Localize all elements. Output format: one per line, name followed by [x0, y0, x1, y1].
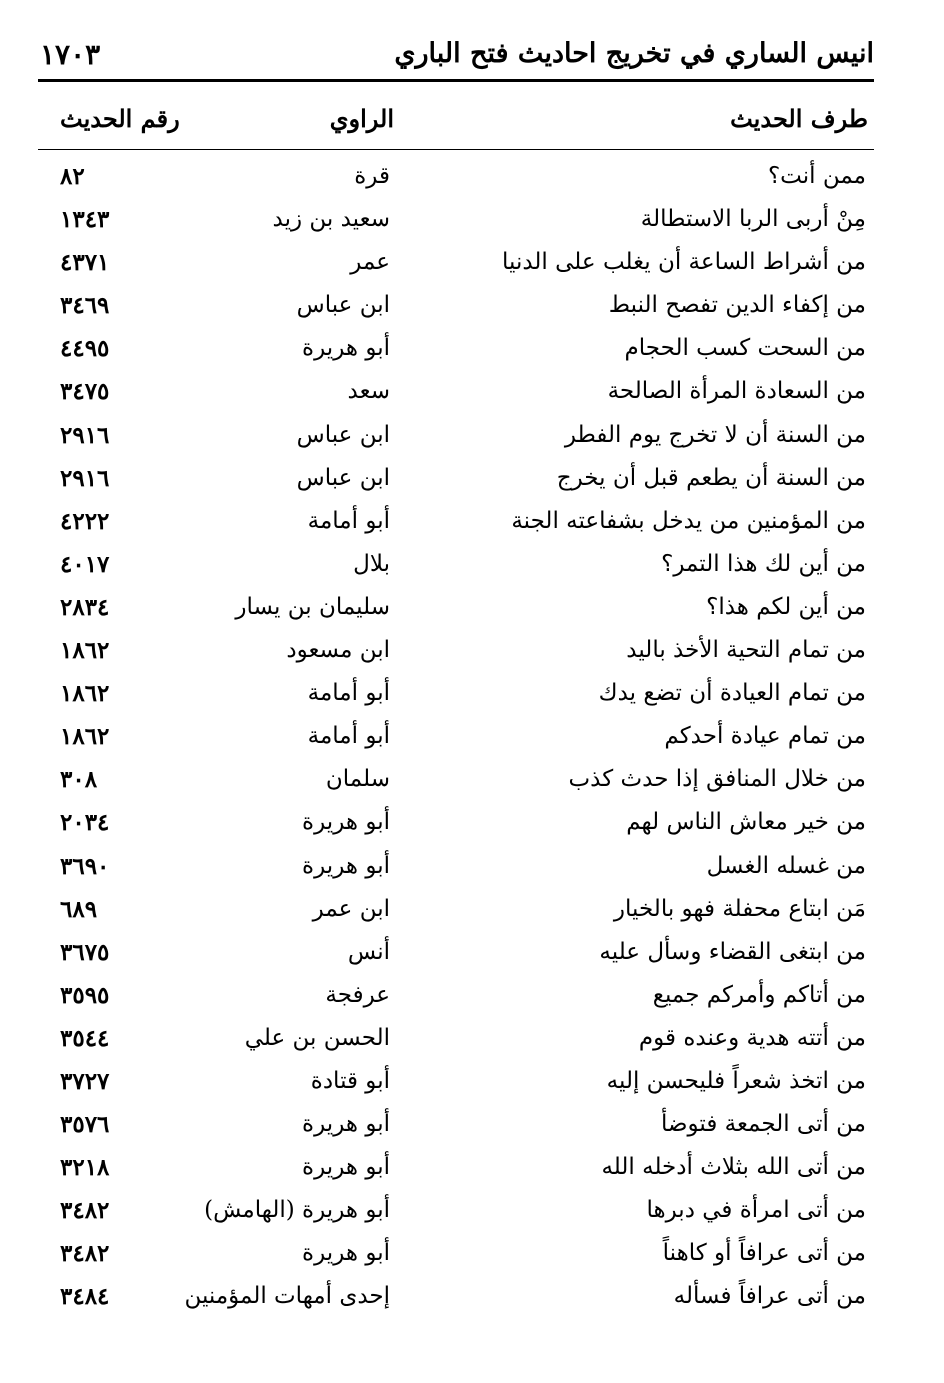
table-row: [0, 1192, 944, 1235]
table-row: [0, 891, 944, 934]
hadith-incipit: من اتخذ شعراً فليحسن إليه: [606, 1067, 866, 1094]
hadith-incipit: من أتاكم وأمركم جميع: [652, 981, 866, 1008]
hadith-incipit: من أتى عرافاً أو كاهناً: [662, 1240, 866, 1267]
hadith-number: ٣٥٩٥: [60, 981, 110, 1009]
hadith-incipit: من أتى عرافاً فسأله: [673, 1283, 866, 1310]
narrator: أبو هريرة (الهامش): [204, 1197, 390, 1224]
table-row: [0, 675, 944, 718]
narrator: أبو هريرة: [302, 1240, 390, 1267]
narrator: الحسن بن علي: [244, 1024, 390, 1051]
hadith-number: ٢٩١٦: [60, 464, 110, 492]
narrator: ابن مسعود: [286, 637, 390, 664]
hadith-number: ٣٤٨٤: [60, 1283, 110, 1311]
header-rule: [38, 79, 874, 82]
hadith-incipit: من السنة أن لا تخرج يوم الفطر: [564, 421, 866, 448]
hadith-number: ٢٩١٦: [60, 421, 110, 449]
table-row: [0, 1106, 944, 1149]
narrator: سعد: [347, 378, 390, 405]
table-row: [0, 373, 944, 416]
narrator: أبو هريرة: [302, 809, 390, 836]
column-header-rule: [38, 149, 874, 150]
hadith-number: ٨٢: [60, 163, 85, 190]
hadith-incipit: مِنْ أربى الربا الاستطالة: [640, 206, 866, 233]
narrator: أبو هريرة: [302, 1111, 390, 1138]
table-row: [0, 761, 944, 804]
table-row: [0, 848, 944, 891]
hadith-incipit: مَن ابتاع محفلة فهو بالخيار: [613, 895, 866, 922]
column-header-rawi: الراوي: [329, 104, 394, 133]
hadith-incipit: من ابتغى القضاء وسأل عليه: [599, 938, 866, 965]
narrator: ابن عباس: [296, 464, 390, 491]
hadith-index-table: [0, 158, 944, 1322]
hadith-number: ١٨٦٢: [60, 680, 110, 708]
narrator: ابن عمر: [312, 895, 390, 922]
narrator: سليمان بن يسار: [235, 593, 390, 620]
hadith-incipit: من أتى امرأة في دبرها: [646, 1197, 866, 1224]
narrator: أبو أمامة: [307, 723, 390, 750]
hadith-incipit: من غسله الغسل: [706, 852, 866, 879]
narrator: أبو هريرة: [302, 1154, 390, 1181]
hadith-number: ٣٤٨٢: [60, 1197, 110, 1225]
table-row: [0, 804, 944, 847]
hadith-incipit: من السعادة المرأة الصالحة: [607, 378, 866, 405]
hadith-number: ٦٨٩: [60, 895, 98, 923]
hadith-number: ٣٤٦٩: [60, 292, 110, 320]
narrator: أنس: [347, 938, 390, 965]
table-row: [0, 1063, 944, 1106]
narrator: ابن عباس: [296, 421, 390, 448]
hadith-number: ١٨٦٢: [60, 637, 110, 665]
hadith-number: ٣٦٩٠: [60, 852, 110, 880]
hadith-incipit: من أتى الجمعة فتوضأ: [660, 1111, 866, 1138]
hadith-number: ٤٢٢٢: [60, 507, 110, 535]
hadith-incipit: من أشراط الساعة أن يغلب على الدنيا: [502, 249, 866, 276]
hadith-number: ٢٨٣٤: [60, 593, 110, 621]
hadith-number: ٤٤٩٥: [60, 335, 110, 363]
hadith-incipit: من المؤمنين من يدخل بشفاعته الجنة: [511, 507, 866, 534]
hadith-number: ٣٤٧٥: [60, 378, 110, 406]
table-row: [0, 201, 944, 244]
narrator: أبو هريرة: [302, 335, 390, 362]
table-row: [0, 1235, 944, 1278]
hadith-incipit: من خلال المنافق إذا حدث كذب: [568, 766, 866, 793]
hadith-incipit: من أين لكم هذا؟: [706, 593, 866, 620]
hadith-incipit: من السنة أن يطعم قبل أن يخرج: [556, 464, 866, 491]
hadith-incipit: من أتى الله بثلاث أدخله الله: [601, 1154, 866, 1181]
hadith-incipit: من السحت كسب الحجام: [624, 335, 866, 362]
narrator: أبو أمامة: [307, 680, 390, 707]
table-row: [0, 503, 944, 546]
narrator: عمر: [350, 249, 390, 276]
hadith-number: ٣٠٨: [60, 766, 98, 794]
hadith-incipit: من تمام العيادة أن تضع يدك: [598, 680, 866, 707]
book-title: انيس الساري في تخريج احاديث فتح الباري: [394, 38, 874, 69]
hadith-number: ٢٠٣٤: [60, 809, 110, 837]
table-row: [0, 632, 944, 675]
hadith-incipit: من أين لك هذا التمر؟: [661, 550, 866, 577]
narrator: أبو أمامة: [307, 507, 390, 534]
column-header-tarf: طرف الحديث: [730, 104, 868, 133]
running-header: [30, 38, 874, 78]
narrator: عرفجة: [325, 981, 390, 1008]
narrator: إحدى أمهات المؤمنين: [184, 1283, 390, 1310]
table-row: [0, 589, 944, 632]
hadith-number: ٣٦٧٥: [60, 938, 110, 966]
table-row: [0, 934, 944, 977]
hadith-number: ٤٣٧١: [60, 249, 110, 277]
column-headers: [30, 104, 874, 142]
narrator: بلال: [353, 550, 390, 577]
hadith-number: ٣٢١٨: [60, 1154, 110, 1182]
hadith-incipit: من تمام عيادة أحدكم: [664, 723, 866, 750]
hadith-incipit: من خير معاش الناس لهم: [626, 809, 866, 836]
hadith-incipit: ممن أنت؟: [767, 163, 866, 189]
table-row: [0, 1020, 944, 1063]
hadith-number: ١٣٤٣: [60, 206, 110, 234]
hadith-number: ٣٥٧٦: [60, 1111, 110, 1139]
hadith-number: ٣٧٢٧: [60, 1067, 110, 1095]
table-row: [0, 1278, 944, 1321]
table-row: [0, 718, 944, 761]
table-row: [0, 546, 944, 589]
narrator: قرة: [354, 163, 390, 189]
hadith-incipit: من إكفاء الدين تفصح النبط: [608, 292, 866, 319]
narrator: ابن عباس: [296, 292, 390, 319]
page-number: ١٧٠٣: [40, 38, 101, 71]
hadith-number: ١٨٦٢: [60, 723, 110, 751]
hadith-incipit: من أتته هدية وعنده قوم: [638, 1024, 866, 1051]
table-row: [0, 977, 944, 1020]
narrator: سلمان: [325, 766, 390, 793]
table-row: [0, 244, 944, 287]
narrator: أبو قتادة: [310, 1067, 390, 1094]
narrator: أبو هريرة: [302, 852, 390, 879]
column-header-raqm: رقم الحديث: [60, 104, 180, 133]
table-row: [0, 158, 944, 201]
hadith-number: ٤٠١٧: [60, 550, 110, 578]
table-row: [0, 287, 944, 330]
hadith-incipit: من تمام التحية الأخذ باليد: [626, 637, 866, 664]
table-row: [0, 417, 944, 460]
hadith-number: ٣٥٤٤: [60, 1024, 110, 1052]
table-row: [0, 330, 944, 373]
hadith-number: ٣٤٨٢: [60, 1240, 110, 1268]
table-row: [0, 460, 944, 503]
table-row: [0, 1149, 944, 1192]
narrator: سعيد بن زيد: [272, 206, 390, 233]
